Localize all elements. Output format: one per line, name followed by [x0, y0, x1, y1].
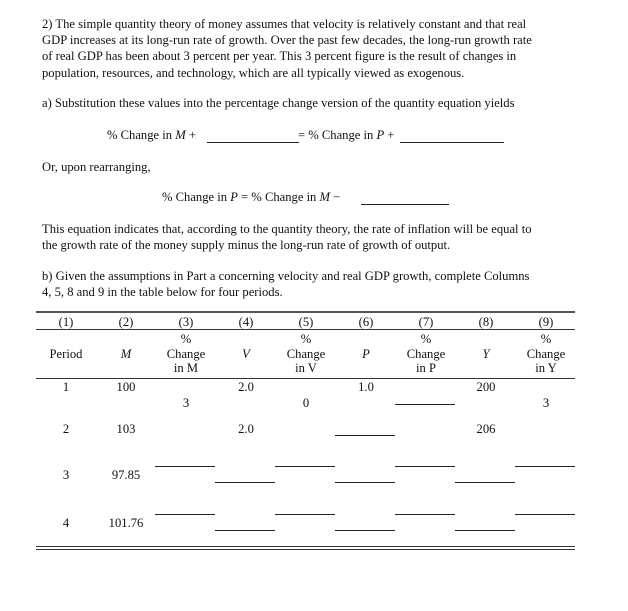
- col-number: (9): [538, 315, 554, 329]
- row3-pct-change-m-blank[interactable]: [155, 466, 215, 467]
- intro-line: 2) The simple quantity theory of money assumes that velocity is relatively constant and that real: [42, 17, 527, 31]
- col-number: (8): [478, 315, 494, 329]
- row3-pct-change-p-blank[interactable]: [395, 466, 455, 467]
- row1-pct-change-m: 3: [182, 396, 190, 410]
- part-b-line: b) Given the assumptions in Part a concerning velocity and real GDP growth, complete Columns: [42, 269, 530, 283]
- intro-line: population, resources, and technology, which are all typically viewed as exogenous.: [42, 65, 465, 80]
- col-number: (3): [178, 315, 194, 329]
- col-number: (6): [358, 315, 374, 329]
- header-y: Y: [482, 347, 490, 361]
- row1-period: 1: [62, 380, 70, 394]
- eq1-blank-1[interactable]: [207, 142, 299, 143]
- col-number: (1): [58, 315, 74, 329]
- row4-y-blank[interactable]: [455, 530, 515, 531]
- table-bottom-rule-2: [36, 549, 575, 550]
- row3-m: 97.85: [111, 468, 141, 482]
- row3-pct-change-v-blank[interactable]: [275, 466, 335, 467]
- table-header-rule: [36, 378, 575, 379]
- intro-paragraph: [42, 16, 582, 81]
- eq2-blank[interactable]: [361, 204, 449, 205]
- row4-pct-change-v-blank[interactable]: [275, 514, 335, 515]
- table-bottom-rule-1: [36, 546, 575, 547]
- row1-pct-change-y: 3: [542, 396, 550, 410]
- col-number: (5): [298, 315, 314, 329]
- equation-1-left: % Change in M +: [107, 128, 196, 142]
- intro-line: of real GDP has been about 3 percent per year. This 3 percent figure is the result of changes in: [42, 49, 517, 64]
- equation-2: % Change in P = % Change in M −: [162, 190, 341, 204]
- row4-pct-change-m-blank[interactable]: [155, 514, 215, 515]
- part-a-prompt: a) Substitution these values into the percentage change version of the quantity equation yields: [42, 96, 515, 110]
- col-number: (4): [238, 315, 254, 329]
- row3-v-blank[interactable]: [215, 482, 275, 483]
- row1-v: 2.0: [238, 380, 254, 394]
- equation-1-mid: = % Change in P +: [298, 128, 395, 142]
- row2-m: 103: [116, 422, 136, 436]
- eq1-blank-2[interactable]: [400, 142, 504, 143]
- table-top-rule: [36, 311, 575, 313]
- header-p: P: [362, 347, 370, 361]
- row1-m: 100: [116, 380, 136, 394]
- header-period: Period: [49, 347, 83, 361]
- part-b-paragraph: [42, 268, 582, 300]
- header-pct-change-p: % Change in P: [406, 332, 446, 375]
- row3-period: 3: [62, 468, 70, 482]
- row4-m: 101.76: [108, 516, 144, 530]
- header-m: M: [120, 347, 132, 361]
- col-number: (7): [418, 315, 434, 329]
- row4-pct-change-p-blank[interactable]: [395, 514, 455, 515]
- row2-p-blank[interactable]: [335, 435, 395, 436]
- conclusion-paragraph: [42, 221, 582, 253]
- row3-y-blank[interactable]: [455, 482, 515, 483]
- intro-line: GDP increases at its long-run rate of growth. Over the past few decades, the long-run growth rate: [42, 33, 532, 48]
- header-pct-change-y: % Change in Y: [526, 332, 566, 375]
- row4-period: 4: [62, 516, 70, 530]
- row1-y: 200: [476, 380, 496, 394]
- row3-p-blank[interactable]: [335, 482, 395, 483]
- conclusion-line: This equation indicates that, according to the quantity theory, the rate of inflation will be equal to: [42, 222, 532, 236]
- conclusion-line: the growth rate of the money supply minus the long-run rate of growth of output.: [42, 238, 451, 253]
- rearrange-text: Or, upon rearranging,: [42, 160, 151, 174]
- header-v: V: [242, 347, 250, 361]
- row2-y: 206: [476, 422, 496, 436]
- part-b-line: 4, 5, 8 and 9 in the table below for four periods.: [42, 285, 283, 300]
- header-pct-change-m: % Change in M: [166, 332, 206, 375]
- row3-pct-change-y-blank[interactable]: [515, 466, 575, 467]
- row1-pct-change-v: 0: [302, 396, 310, 410]
- row4-v-blank[interactable]: [215, 530, 275, 531]
- row4-p-blank[interactable]: [335, 530, 395, 531]
- col-number: (2): [118, 315, 134, 329]
- row4-pct-change-y-blank[interactable]: [515, 514, 575, 515]
- row2-period: 2: [62, 422, 70, 436]
- row1-pct-change-p-blank[interactable]: [395, 404, 455, 405]
- row1-p: 1.0: [358, 380, 374, 394]
- header-pct-change-v: % Change in V: [286, 332, 326, 375]
- row2-v: 2.0: [238, 422, 254, 436]
